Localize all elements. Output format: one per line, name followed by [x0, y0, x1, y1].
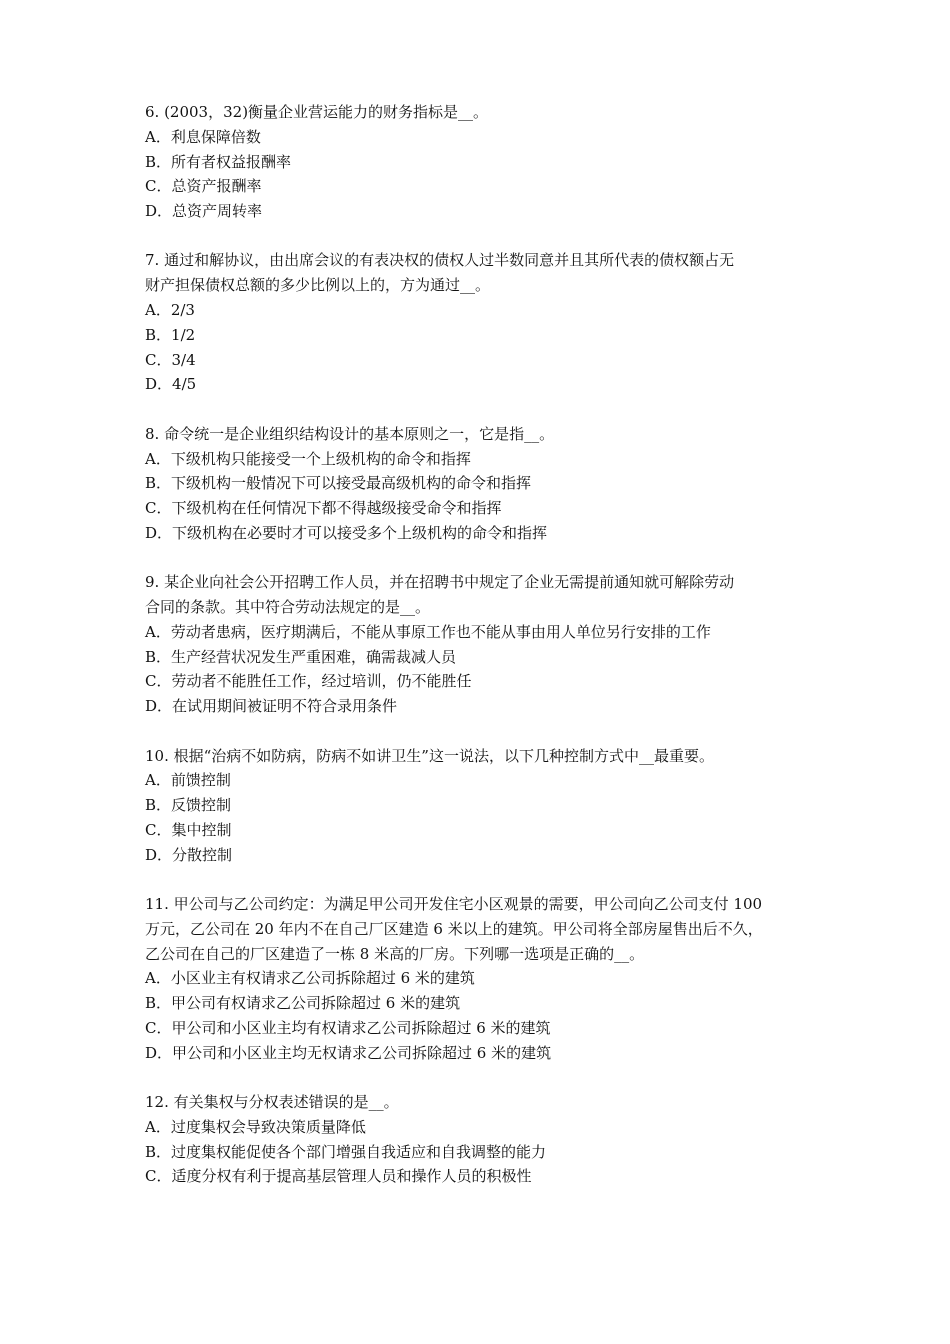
- question-10: [145, 744, 810, 868]
- option-c: C．下级机构在任何情况下都不得越级接受命令和指挥: [145, 499, 502, 518]
- question-stem: 8. 命令统一是企业组织结构设计的基本原则之一，它是指__。: [145, 424, 555, 443]
- question-stem: 6. (2003，32)衡量企业营运能力的财务指标是__。: [145, 103, 489, 121]
- question-8: [145, 422, 810, 546]
- question-9: [145, 570, 810, 719]
- question-stem: 乙公司在自己的厂区建造了一栋 8 米高的厂房。下列哪一选项是正确的__。: [145, 944, 645, 963]
- option-d: D．分散控制: [145, 845, 233, 864]
- option-a: A．下级机构只能接受一个上级机构的命令和指挥: [145, 449, 471, 468]
- option-d: D．甲公司和小区业主均无权请求乙公司拆除超过 6 米的建筑: [145, 1043, 552, 1062]
- option-a: A．小区业主有权请求乙公司拆除超过 6 米的建筑: [145, 969, 475, 988]
- question-stem: 9. 某企业向社会公开招聘工作人员，并在招聘书中规定了企业无需提前通知就可解除劳动: [145, 573, 735, 592]
- question-stem: 万元，乙公司在 20 年内不在自己厂区建造 6 米以上的建筑。甲公司将全部房屋售出后不久，: [145, 919, 763, 938]
- option-b: B．所有者权益报酬率: [145, 152, 292, 171]
- option-c: C．集中控制: [145, 820, 232, 839]
- question-stem: 12. 有关集权与分权表述错误的是__。: [145, 1093, 399, 1112]
- option-c: C．3/4: [145, 350, 196, 369]
- question-stem: 10. 根据“治病不如防病，防病不如讲卫生”这一说法，以下几种控制方式中__最重要。: [145, 746, 714, 765]
- option-a: A．过度集权会导致决策质量降低: [145, 1117, 366, 1136]
- question-11: [145, 892, 810, 1066]
- question-6: [145, 100, 810, 224]
- option-b: B．下级机构一般情况下可以接受最高级机构的命令和指挥: [145, 474, 532, 493]
- option-c: C．适度分权有利于提高基层管理人员和操作人员的积极性: [145, 1167, 532, 1186]
- option-d: D．在试用期间被证明不符合录用条件: [145, 697, 398, 716]
- question-12: [145, 1090, 810, 1189]
- option-a: A．前馈控制: [145, 771, 231, 790]
- option-d: D．4/5: [145, 375, 197, 394]
- option-c: C．劳动者不能胜任工作，经过培训，仍不能胜任: [145, 672, 472, 691]
- question-stem: 财产担保债权总额的多少比例以上的，方为通过__。: [145, 276, 491, 295]
- option-b: B．生产经营状况发生严重困难，确需裁减人员: [145, 647, 457, 666]
- option-a: A．利息保障倍数: [145, 127, 261, 146]
- question-7: [145, 248, 810, 397]
- question-stem: 7. 通过和解协议，由出席会议的有表决权的债权人过半数同意并且其所代表的债权额占无: [145, 251, 735, 270]
- option-b: B．过度集权能促使各个部门增强自我适应和自我调整的能力: [145, 1142, 547, 1161]
- question-stem: 合同的条款。其中符合劳动法规定的是__。: [145, 598, 431, 617]
- option-b: B．1/2: [145, 325, 196, 344]
- question-stem: 11. 甲公司与乙公司约定：为满足甲公司开发住宅小区观景的需要，甲公司向乙公司支付 100: [145, 895, 763, 914]
- option-c: C．甲公司和小区业主均有权请求乙公司拆除超过 6 米的建筑: [145, 1019, 551, 1037]
- option-c: C．总资产报酬率: [145, 177, 262, 196]
- document-page: [145, 100, 810, 1214]
- option-b: B．反馈控制: [145, 796, 232, 815]
- option-a: A．劳动者患病，医疗期满后，不能从事原工作也不能从事由用人单位另行安排的工作: [145, 622, 711, 641]
- option-a: A．2/3: [145, 301, 195, 320]
- option-d: D．下级机构在必要时才可以接受多个上级机构的命令和指挥: [145, 523, 548, 542]
- option-b: B．甲公司有权请求乙公司拆除超过 6 米的建筑: [145, 994, 461, 1013]
- option-d: D．总资产周转率: [145, 202, 263, 221]
